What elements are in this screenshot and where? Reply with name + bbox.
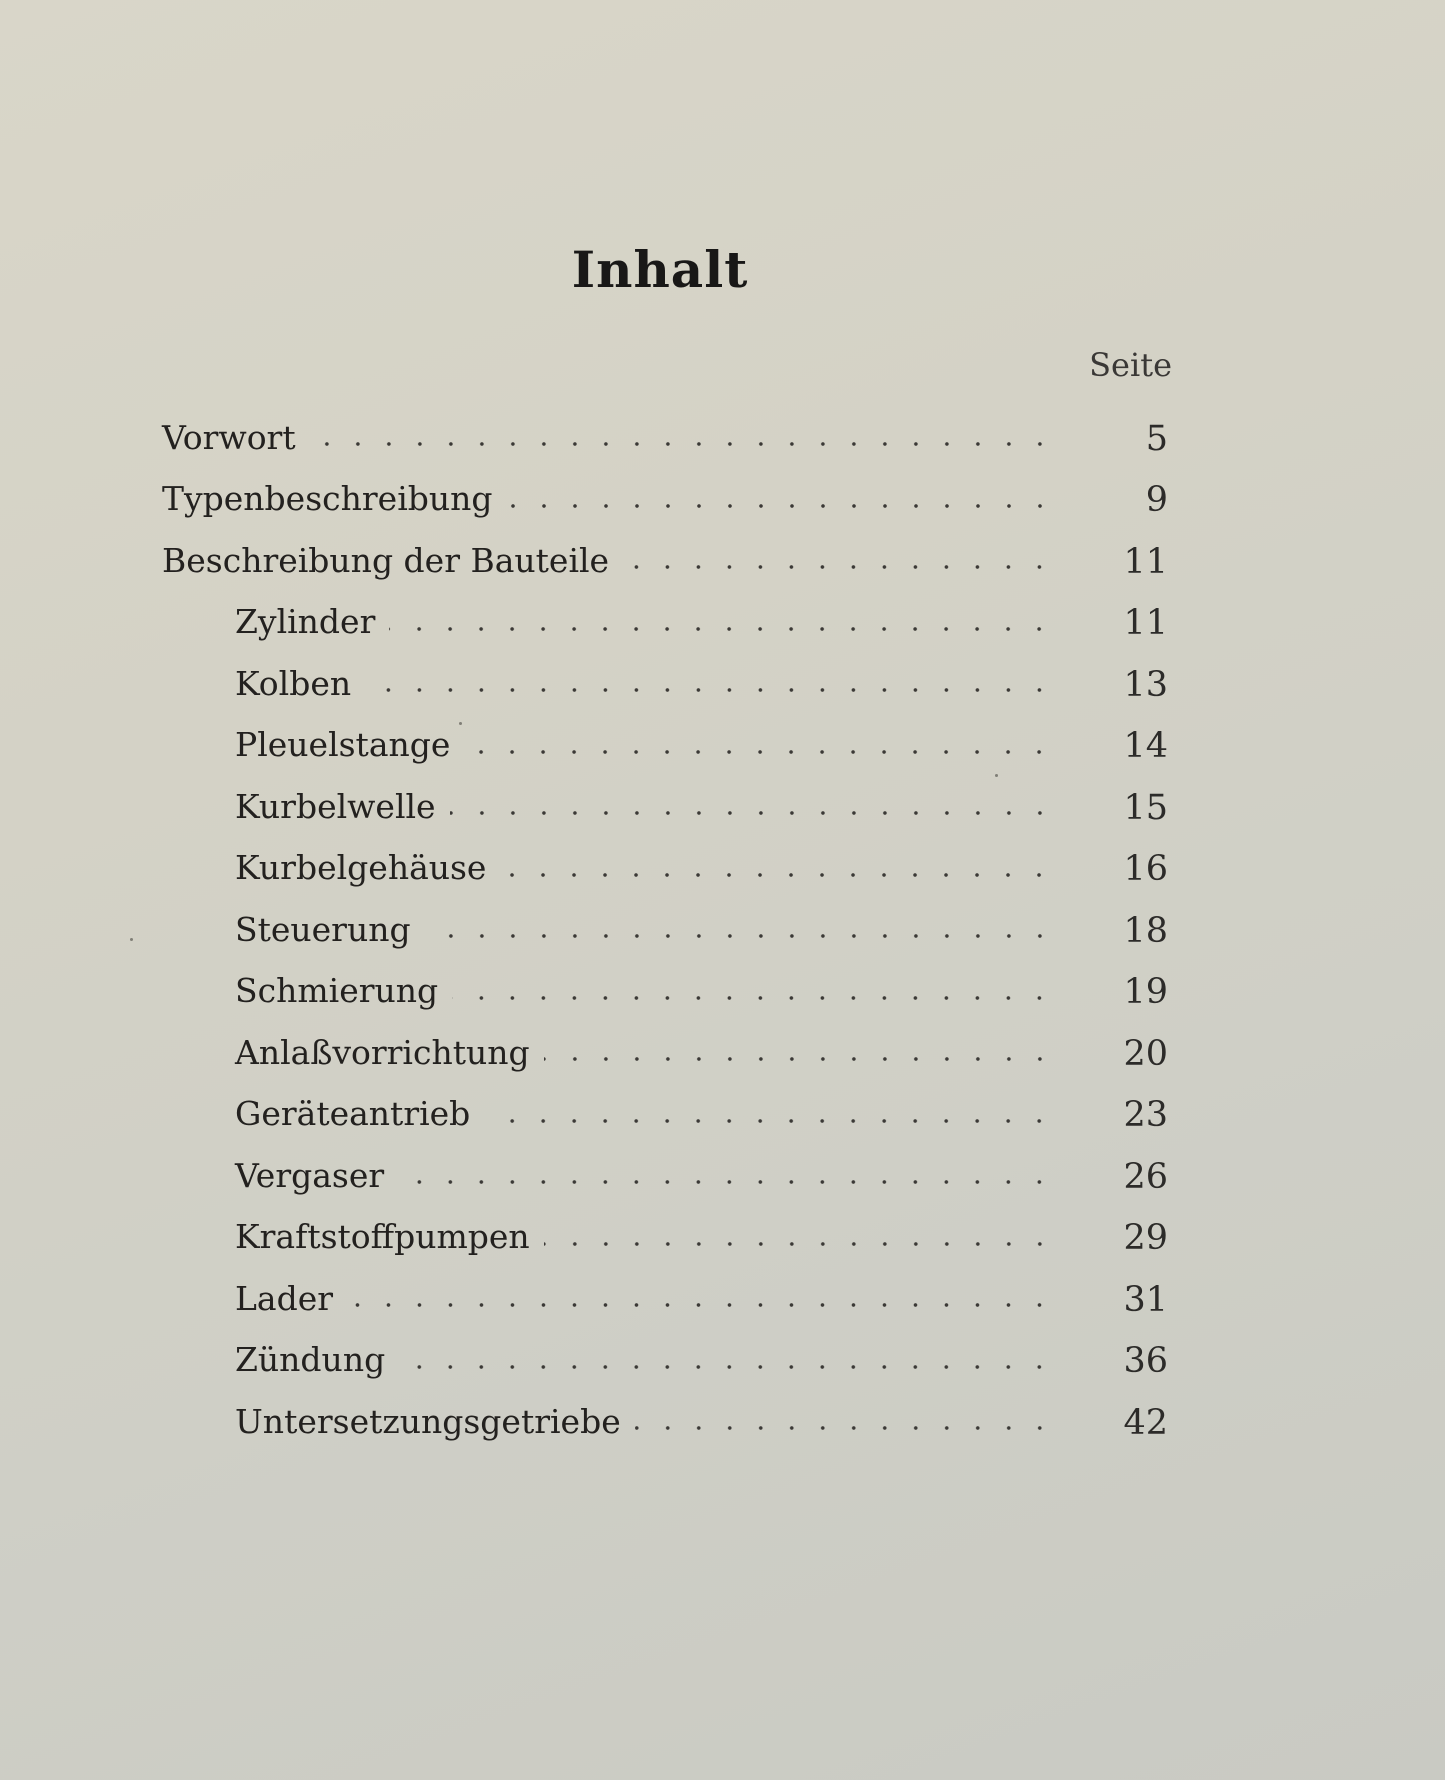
toc-entry-page-number: 19 — [1123, 972, 1168, 1012]
page-title: Inhalt — [571, 240, 749, 299]
dot-leader — [507, 504, 1056, 508]
dot-leader — [365, 688, 1055, 692]
toc-entry-page-number: 11 — [1123, 541, 1168, 582]
toc-entry — [0, 1022, 1445, 1084]
paper-speck — [130, 938, 133, 941]
toc-entry — [0, 530, 1445, 592]
paper-speck — [995, 774, 998, 777]
toc-entry — [0, 653, 1445, 715]
toc-entry-page-number: 26 — [1123, 1156, 1168, 1197]
dot-leader — [484, 1119, 1055, 1123]
toc-entry-page-number: 9 — [1145, 480, 1168, 520]
toc-entry — [0, 592, 1445, 654]
toc-entry — [0, 961, 1445, 1023]
toc-entry-title: Typenbeschreibung — [162, 479, 493, 518]
toc-entry-title: Steuerung — [235, 909, 411, 949]
table-of-contents — [0, 407, 1445, 1453]
toc-entry-title: Vorwort — [162, 417, 296, 457]
toc-entry-title: Zündung — [235, 1340, 386, 1379]
toc-entry — [0, 469, 1445, 531]
toc-entry-title: Kraftstoffpumpen — [235, 1217, 530, 1256]
toc-entry-title: Zylinder — [235, 602, 376, 641]
toc-entry-title: Kurbelgehäuse — [235, 848, 487, 887]
paper-speck — [459, 722, 462, 725]
toc-entry — [0, 776, 1445, 838]
toc-entry — [0, 1145, 1445, 1207]
toc-entry-page-number: 13 — [1123, 664, 1168, 705]
toc-entry — [0, 1084, 1445, 1146]
toc-entry — [0, 715, 1445, 777]
dot-leader — [425, 934, 1055, 938]
toc-entry-page-number: 29 — [1123, 1218, 1168, 1258]
toc-entry-title: Kurbelwelle — [235, 786, 436, 826]
dot-leader — [500, 873, 1055, 877]
dot-leader — [544, 1057, 1055, 1061]
dot-leader — [398, 1180, 1055, 1184]
toc-entry-title: Untersetzungsgetriebe — [235, 1401, 621, 1441]
toc-entry — [0, 1268, 1445, 1330]
toc-entry-title: Geräteantrieb — [235, 1094, 471, 1133]
toc-entry — [0, 1391, 1445, 1453]
dot-leader — [623, 565, 1055, 569]
toc-entry-page-number: 36 — [1123, 1341, 1168, 1381]
toc-entry-page-number: 42 — [1123, 1402, 1168, 1443]
toc-entry-page-number: 23 — [1123, 1095, 1168, 1135]
toc-entry-page-number: 18 — [1123, 910, 1168, 951]
dot-leader — [450, 811, 1055, 815]
toc-entry — [0, 1207, 1445, 1269]
toc-entry — [0, 1330, 1445, 1392]
toc-entry-title: Pleuelstange — [235, 725, 451, 764]
dot-leader — [399, 1365, 1055, 1369]
toc-entry-title: Anlaßvorrichtung — [235, 1032, 530, 1072]
toc-entry — [0, 407, 1445, 469]
dot-leader — [347, 1303, 1055, 1307]
dot-leader — [310, 442, 1055, 446]
page-column-label: Seite — [1089, 346, 1172, 384]
toc-entry-title: Vergaser — [235, 1155, 385, 1195]
dot-leader — [544, 1242, 1055, 1246]
toc-entry-page-number: 14 — [1123, 726, 1168, 766]
toc-entry-page-number: 11 — [1123, 603, 1168, 643]
toc-entry-title: Schmierung — [235, 971, 439, 1010]
toc-entry — [0, 899, 1445, 961]
toc-entry-page-number: 15 — [1123, 787, 1168, 828]
toc-entry-page-number: 5 — [1145, 418, 1168, 459]
toc-entry-page-number: 20 — [1123, 1033, 1168, 1074]
dot-leader — [464, 750, 1055, 754]
dot-leader — [635, 1426, 1055, 1430]
toc-entry-page-number: 16 — [1123, 849, 1168, 889]
dot-leader — [452, 996, 1055, 1000]
toc-entry-title: Lader — [235, 1278, 334, 1318]
toc-entry-title: Beschreibung der Bauteile — [162, 540, 610, 580]
toc-entry-title: Kolben — [235, 663, 352, 703]
toc-entry-page-number: 31 — [1123, 1279, 1168, 1320]
dot-leader — [389, 627, 1055, 631]
toc-entry — [0, 838, 1445, 900]
